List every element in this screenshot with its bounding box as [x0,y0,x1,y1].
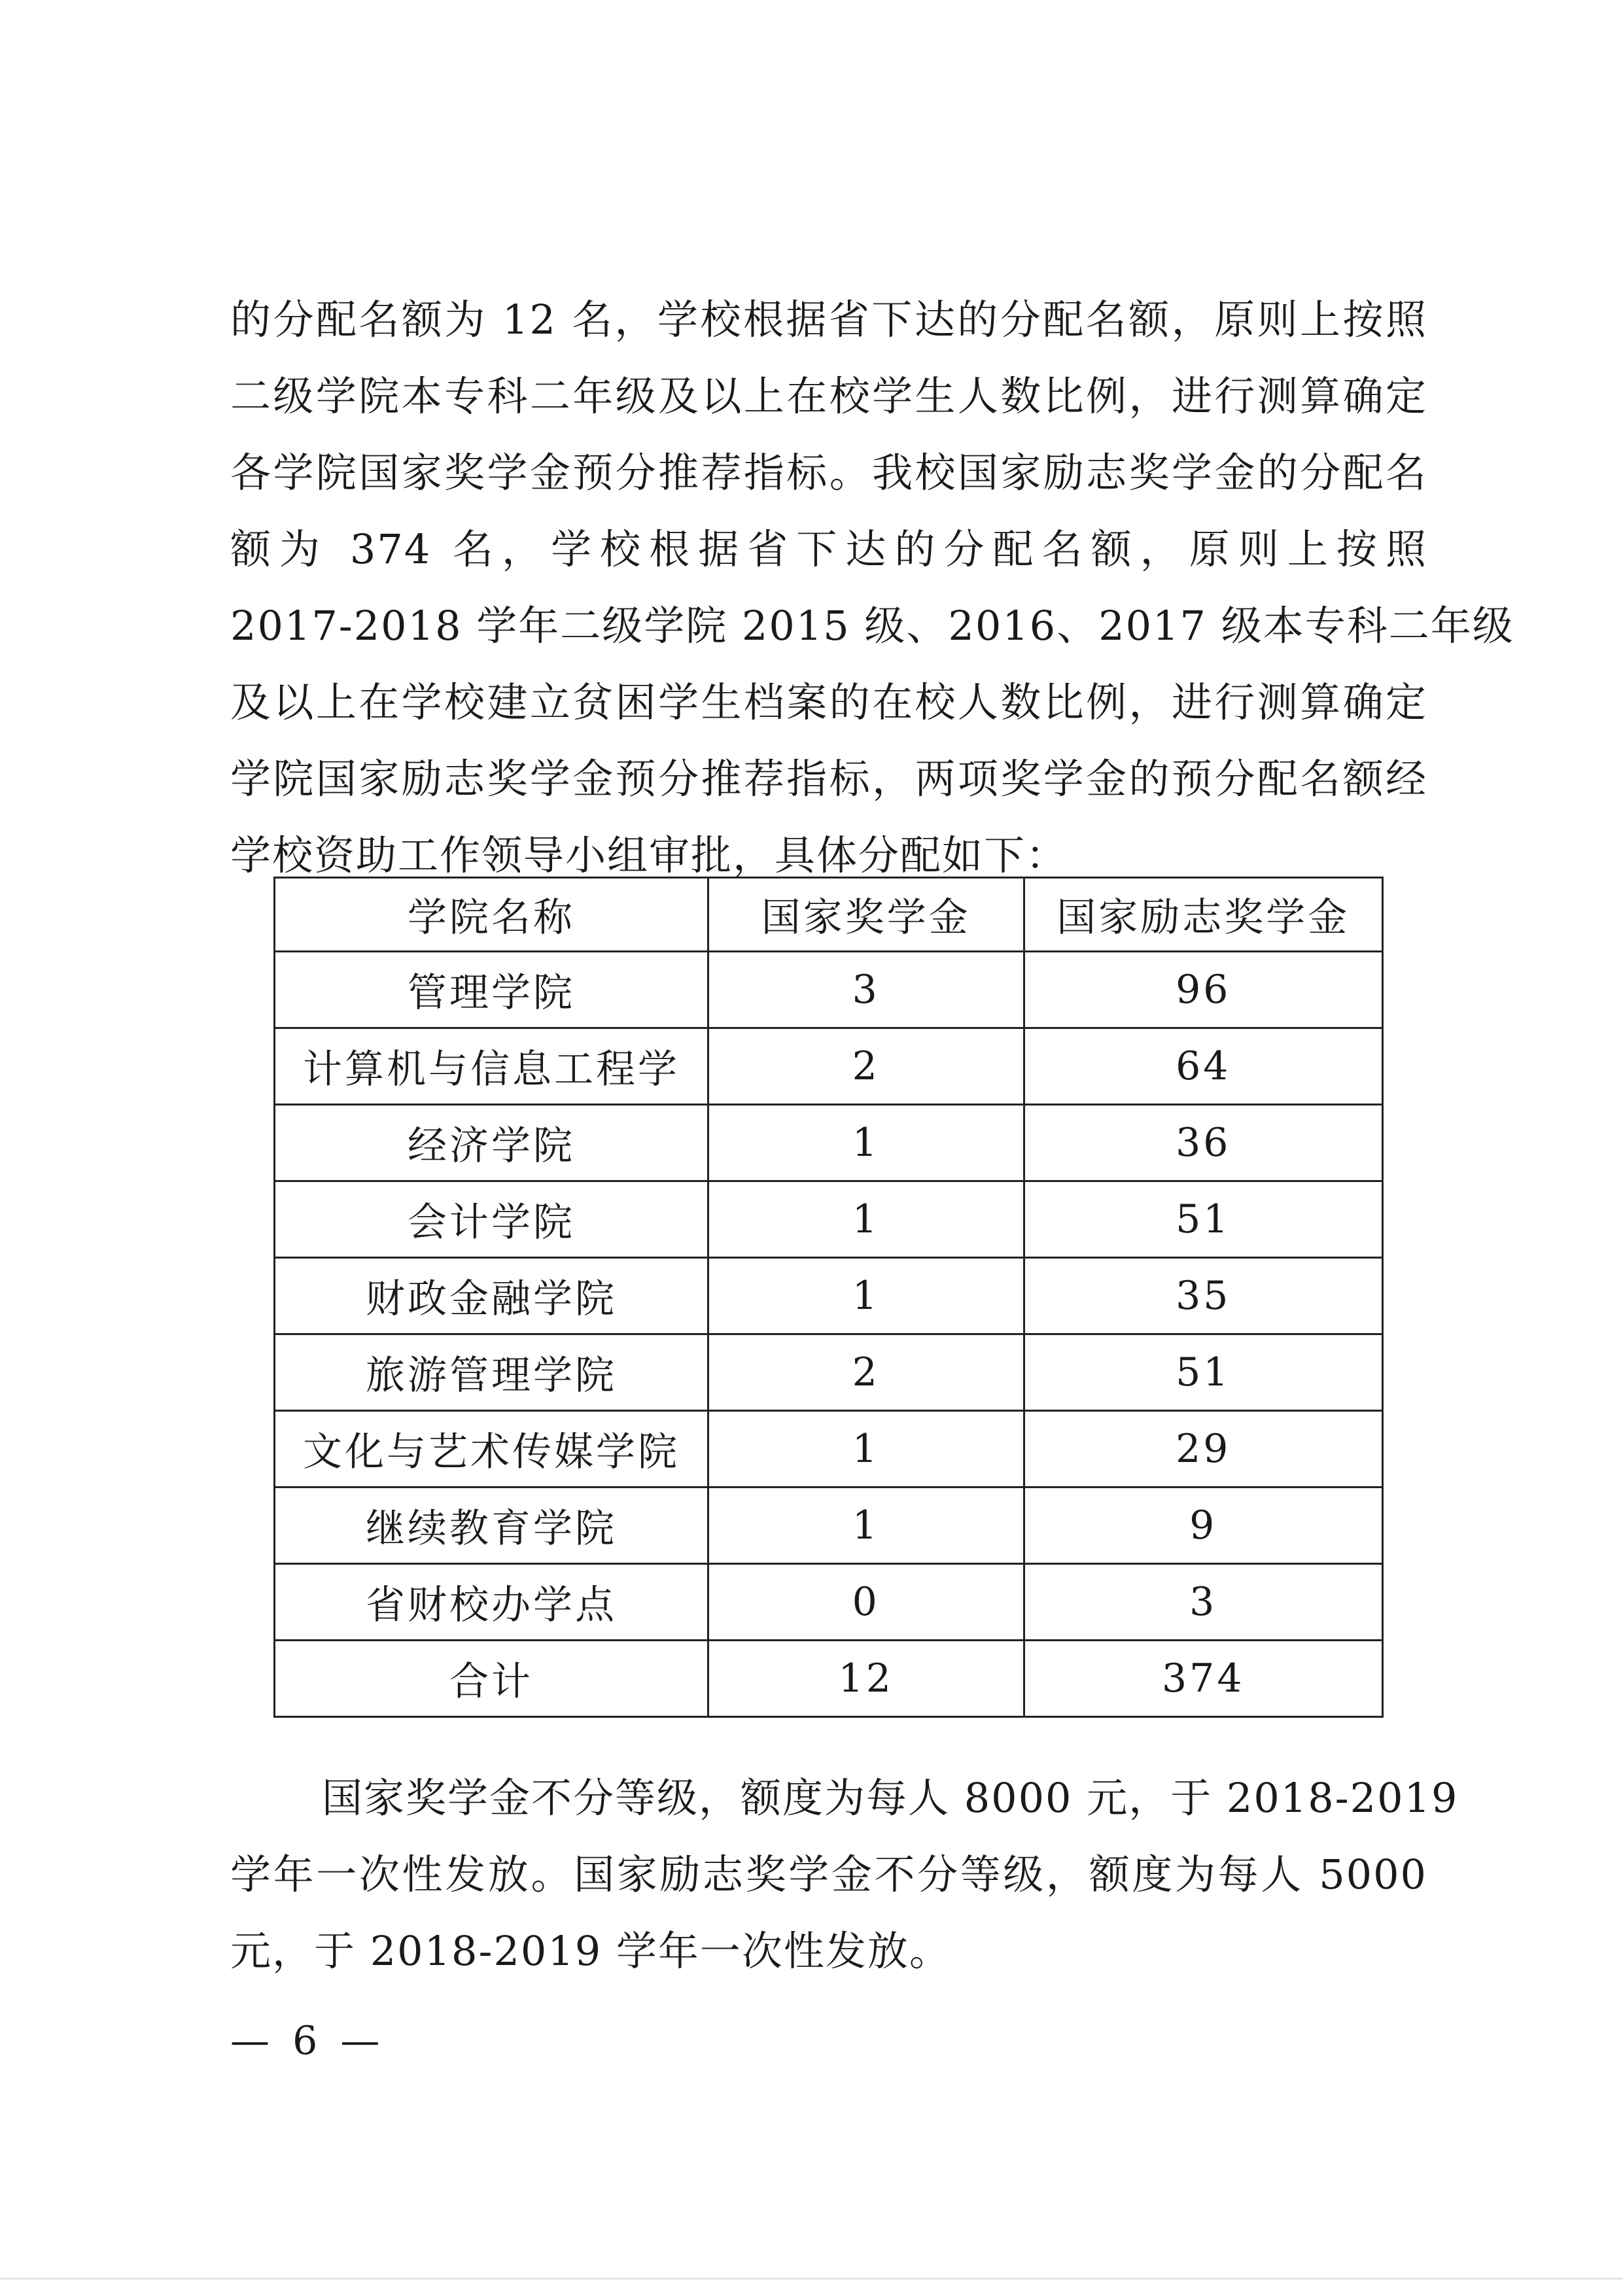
table-header-row [275,878,1383,952]
table-row [275,1487,1383,1564]
text-line: 学院国家励志奖学金预分推荐指标，两项奖学金的预分配名额经 [230,755,1427,803]
cell-national-scholarship: 0 [708,1564,1024,1641]
cell-college-name: 会计学院 [275,1181,708,1258]
cell-national-scholarship: 3 [708,952,1024,1028]
cell-national-scholarship: 1 [708,1181,1024,1258]
cell-total-national-scholarship: 12 [708,1641,1024,1717]
header-college-name: 学院名称 [275,878,708,952]
cell-encouragement-scholarship: 96 [1024,952,1382,1028]
text-line: 的分配名额为 12 名，学校根据省下达的分配名额，原则上按照 [230,296,1427,343]
cell-college-name: 继续教育学院 [275,1487,708,1564]
cell-national-scholarship: 1 [708,1487,1024,1564]
text-line: 二级学院本专科二年级及以上在校学生人数比例，进行测算确定 [230,372,1427,420]
text-line: 2017-2018 学年二级学院 2015 级、2016、2017 级本专科二年级 [230,602,1514,650]
table-row [275,1564,1383,1641]
text-line: 及以上在学校建立贫困学生档案的在校人数比例，进行测算确定 [230,678,1427,726]
table-row [275,952,1383,1028]
text-line: 学年一次性发放。国家励志奖学金不分等级，额度为每人 5000 [230,1851,1427,1898]
cell-total-label: 合计 [275,1641,708,1717]
cell-college-name: 财政金融学院 [275,1258,708,1334]
table-total-row [275,1641,1383,1717]
cell-college-name: 经济学院 [275,1105,708,1181]
cell-college-name: 管理学院 [275,952,708,1028]
text-line: 元，于 2018-2019 学年一次性发放。 [230,1927,951,1975]
cell-encouragement-scholarship: 51 [1024,1181,1382,1258]
table-row [275,1258,1383,1334]
cell-total-encouragement-scholarship: 374 [1024,1641,1382,1717]
cell-college-name: 旅游管理学院 [275,1334,708,1411]
cell-encouragement-scholarship: 29 [1024,1411,1382,1487]
scholarship-amount-paragraph [230,1760,1459,1989]
cell-encouragement-scholarship: 36 [1024,1105,1382,1181]
cell-encouragement-scholarship: 3 [1024,1564,1382,1641]
cell-national-scholarship: 1 [708,1258,1024,1334]
text-line: 国家奖学金不分等级，额度为每人 8000 元，于 2018-2019 [322,1774,1459,1822]
scholarship-allocation-table [273,877,1384,1718]
header-national-scholarship: 国家奖学金 [708,878,1024,952]
text-line: 学校资助工作领导小组审批，具体分配如下： [230,831,1068,879]
table-row [275,1105,1383,1181]
cell-encouragement-scholarship: 64 [1024,1028,1382,1105]
cell-national-scholarship: 2 [708,1334,1024,1411]
cell-national-scholarship: 2 [708,1028,1024,1105]
text-line: 各学院国家奖学金预分推荐指标。我校国家励志奖学金的分配名 [230,449,1427,496]
scan-edge-line [0,2278,1623,2280]
header-national-encouragement-scholarship: 国家励志奖学金 [1024,878,1382,952]
table-row [275,1028,1383,1105]
cell-encouragement-scholarship: 9 [1024,1487,1382,1564]
page-number: — 6 — [230,2018,385,2064]
cell-encouragement-scholarship: 35 [1024,1258,1382,1334]
cell-national-scholarship: 1 [708,1105,1024,1181]
cell-college-name: 计算机与信息工程学 [275,1028,708,1105]
cell-college-name: 文化与艺术传媒学院 [275,1411,708,1487]
table-row [275,1334,1383,1411]
table-row [275,1181,1383,1258]
cell-college-name: 省财校办学点 [275,1564,708,1641]
cell-encouragement-scholarship: 51 [1024,1334,1382,1411]
text-line: 额为 374 名，学校根据省下达的分配名额，原则上按照 [230,525,1427,573]
allocation-description-paragraph [230,281,1514,894]
cell-national-scholarship: 1 [708,1411,1024,1487]
table-row [275,1411,1383,1487]
